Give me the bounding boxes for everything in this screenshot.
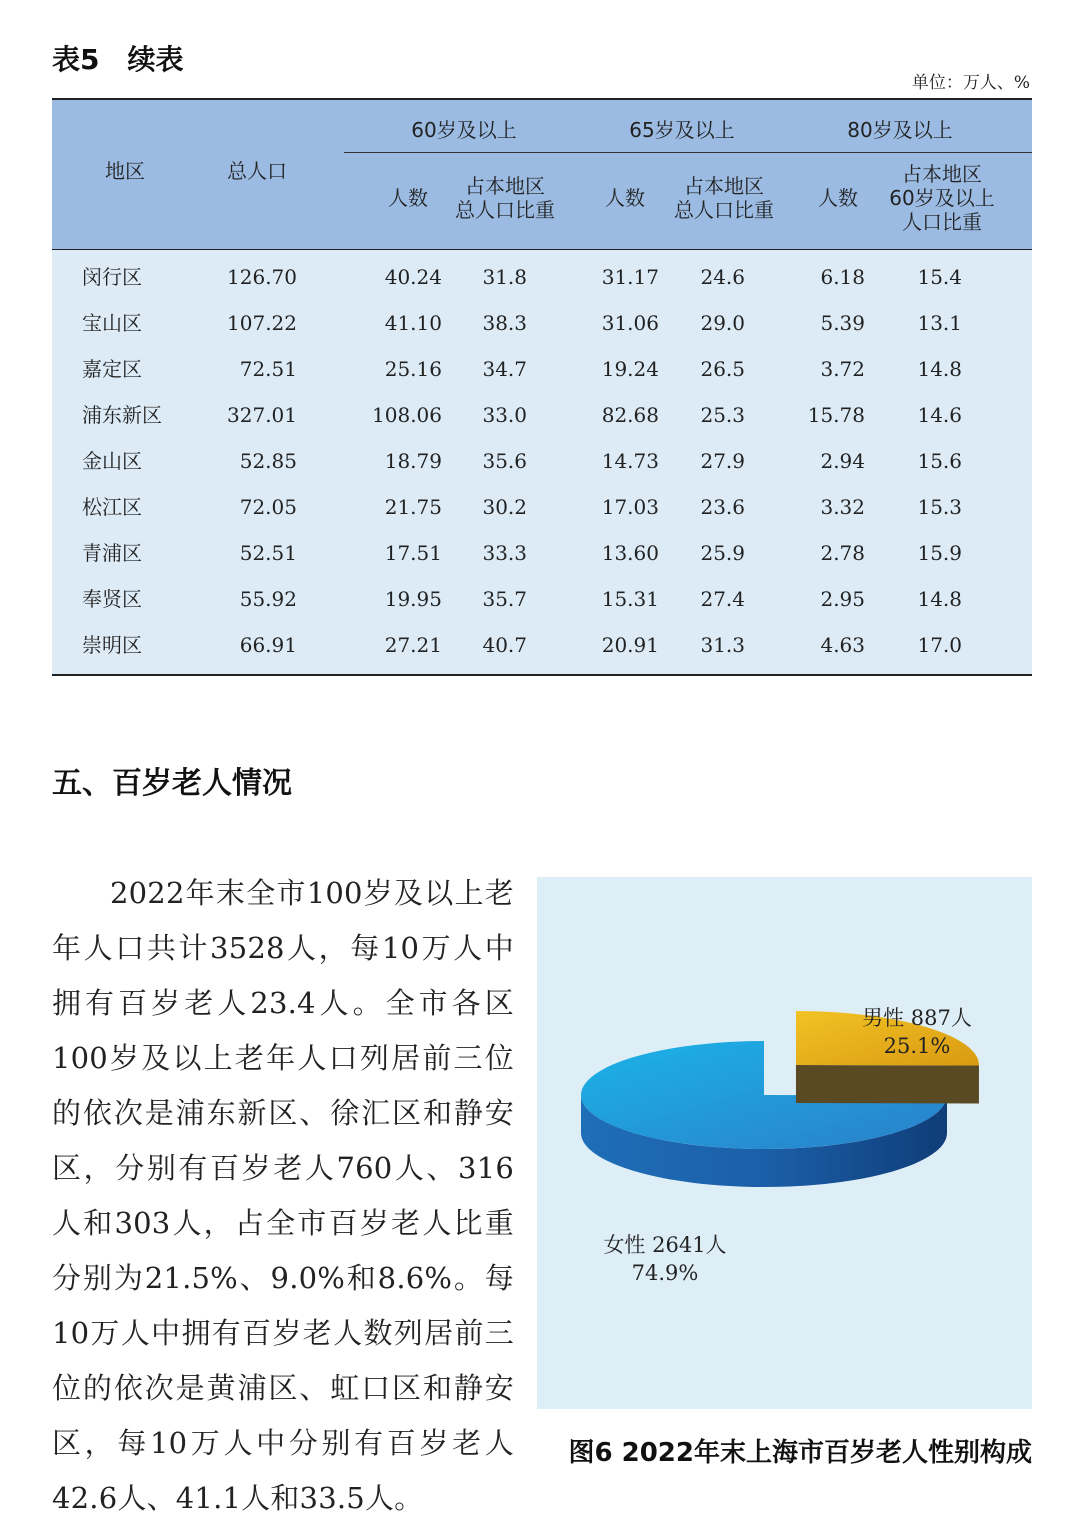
header-share-65 [664,174,784,222]
pie-label-female-percent: 74.9% [631,1261,699,1285]
header-share-80-line3: 人口比重 [902,210,982,234]
cell-p65: 15.31 [601,587,659,611]
table-row [52,438,1032,484]
cell-r60: 35.6 [482,449,527,473]
cell-total: 72.51 [239,357,297,381]
cell-p60: 19.95 [384,587,442,611]
cell-p60: 27.21 [384,633,442,657]
cell-p60: 21.75 [384,495,442,519]
cell-p65: 31.06 [601,311,659,335]
cell-r60: 30.2 [482,495,527,519]
section-title: 五、百岁老人情况 [52,766,292,801]
pie-label-male: 男性 887人 [862,1006,972,1030]
cell-r60: 38.3 [482,311,527,335]
cell-p65: 20.91 [601,633,659,657]
cell-r60: 33.3 [482,541,527,565]
cell-region: 青浦区 [82,541,142,565]
cell-r60: 33.0 [482,403,527,427]
header-share-60-line1: 占本地区 [465,174,545,198]
cell-r80: 15.4 [917,265,962,289]
header-group-65: 65岁及以上 [629,118,735,142]
table-title: 表5 续表 [52,43,184,76]
table-row [52,300,1032,346]
cell-p60: 41.10 [384,311,442,335]
cell-p60: 40.24 [384,265,442,289]
table-row [52,254,1032,300]
header-group-60: 60岁及以上 [411,118,517,142]
cell-p65: 82.68 [601,403,659,427]
cell-r65: 24.6 [700,265,745,289]
cell-region: 松江区 [82,495,142,519]
cell-p80: 2.94 [820,449,865,473]
cell-p60: 18.79 [384,449,442,473]
cell-p80: 3.72 [820,357,865,381]
cell-r80: 14.6 [917,403,962,427]
header-share-80-line2: 60岁及以上 [889,186,995,210]
header-share-65-line1: 占本地区 [684,174,764,198]
cell-r60: 35.7 [482,587,527,611]
header-region: 地区 [105,159,145,183]
cell-r65: 25.3 [700,403,745,427]
cell-region: 浦东新区 [82,403,162,427]
cell-total: 52.51 [239,541,297,565]
header-share-80 [882,162,1002,234]
pie-chart-panel [537,877,1032,1409]
cell-region: 闵行区 [82,265,142,289]
cell-r65: 25.9 [700,541,745,565]
cell-r65: 23.6 [700,495,745,519]
header-share-80-line1: 占本地区 [902,162,982,186]
header-divider [344,152,1032,153]
cell-p80: 3.32 [820,495,865,519]
cell-region: 金山区 [82,449,142,473]
cell-total: 52.85 [239,449,297,473]
cell-p65: 13.60 [601,541,659,565]
cell-r60: 31.8 [482,265,527,289]
cell-total: 72.05 [239,495,297,519]
cell-r65: 27.4 [700,587,745,611]
unit-note: 单位：万人、% [911,73,1030,93]
cell-r65: 29.0 [700,311,745,335]
cell-total: 126.70 [227,265,297,289]
table-row [52,484,1032,530]
header-count-65: 人数 [605,186,645,210]
cell-p80: 2.95 [820,587,865,611]
cell-r65: 26.5 [700,357,745,381]
cell-region: 奉贤区 [82,587,142,611]
cell-p65: 14.73 [601,449,659,473]
cell-p80: 2.78 [820,541,865,565]
header-share-60 [445,174,565,222]
cell-p80: 15.78 [807,403,865,427]
cell-r60: 40.7 [482,633,527,657]
cell-total: 107.22 [227,311,297,335]
cell-r60: 34.7 [482,357,527,381]
header-share-60-line2: 总人口比重 [455,198,555,222]
cell-region: 嘉定区 [82,357,142,381]
header-count-60: 人数 [388,186,428,210]
cell-p80: 4.63 [820,633,865,657]
cell-r80: 15.3 [917,495,962,519]
table-row [52,392,1032,438]
cell-total: 327.01 [227,403,297,427]
cell-total: 66.91 [239,633,297,657]
cell-p80: 5.39 [820,311,865,335]
chart-caption: 图6 2022年末上海市百岁老人性别构成 [568,1438,1032,1468]
header-total: 总人口 [227,159,287,183]
table-row [52,622,1032,668]
cell-r80: 14.8 [917,357,962,381]
pie-label-female: 女性 2641人 [603,1233,727,1257]
header-count-80: 人数 [818,186,858,210]
cell-p65: 19.24 [601,357,659,381]
header-share-65-line2: 总人口比重 [674,198,774,222]
header-group-80: 80岁及以上 [847,118,953,142]
cell-p60: 108.06 [372,403,442,427]
data-table [52,98,1032,678]
cell-p60: 17.51 [384,541,442,565]
cell-r80: 15.9 [917,541,962,565]
cell-p65: 17.03 [601,495,659,519]
pie-slice-male-side [796,1065,979,1103]
cell-total: 55.92 [239,587,297,611]
cell-r65: 31.3 [700,633,745,657]
table-row [52,576,1032,622]
body-paragraph: 2022年末全市100岁及以上老年人口共计3528人，每10万人中拥有百岁老人23.4人。全市各区100岁及以上老年人口列居前三位的依次是浦东新区、徐汇区和静安区，分别有百岁老人760人、316人和303人，占全市百岁老人比重分别为21.5%、9.0%和8.6%。每10万人中拥有百岁老人数列居前三位的依次是黄浦区、虹口区和静安区，每10万人中分别有百岁老人42.6人、41.1人和33.5人。 [52,876,514,1515]
table-row [52,346,1032,392]
cell-region: 宝山区 [82,311,142,335]
cell-r80: 17.0 [917,633,962,657]
cell-r65: 27.9 [700,449,745,473]
pie-label-male-percent: 25.1% [883,1034,951,1058]
cell-r80: 14.8 [917,587,962,611]
cell-p60: 25.16 [384,357,442,381]
cell-p65: 31.17 [601,265,659,289]
cell-r80: 13.1 [917,311,962,335]
pie-chart [537,877,1032,1409]
cell-p80: 6.18 [820,265,865,289]
cell-region: 崇明区 [82,633,142,657]
table-row [52,530,1032,576]
cell-r80: 15.6 [917,449,962,473]
